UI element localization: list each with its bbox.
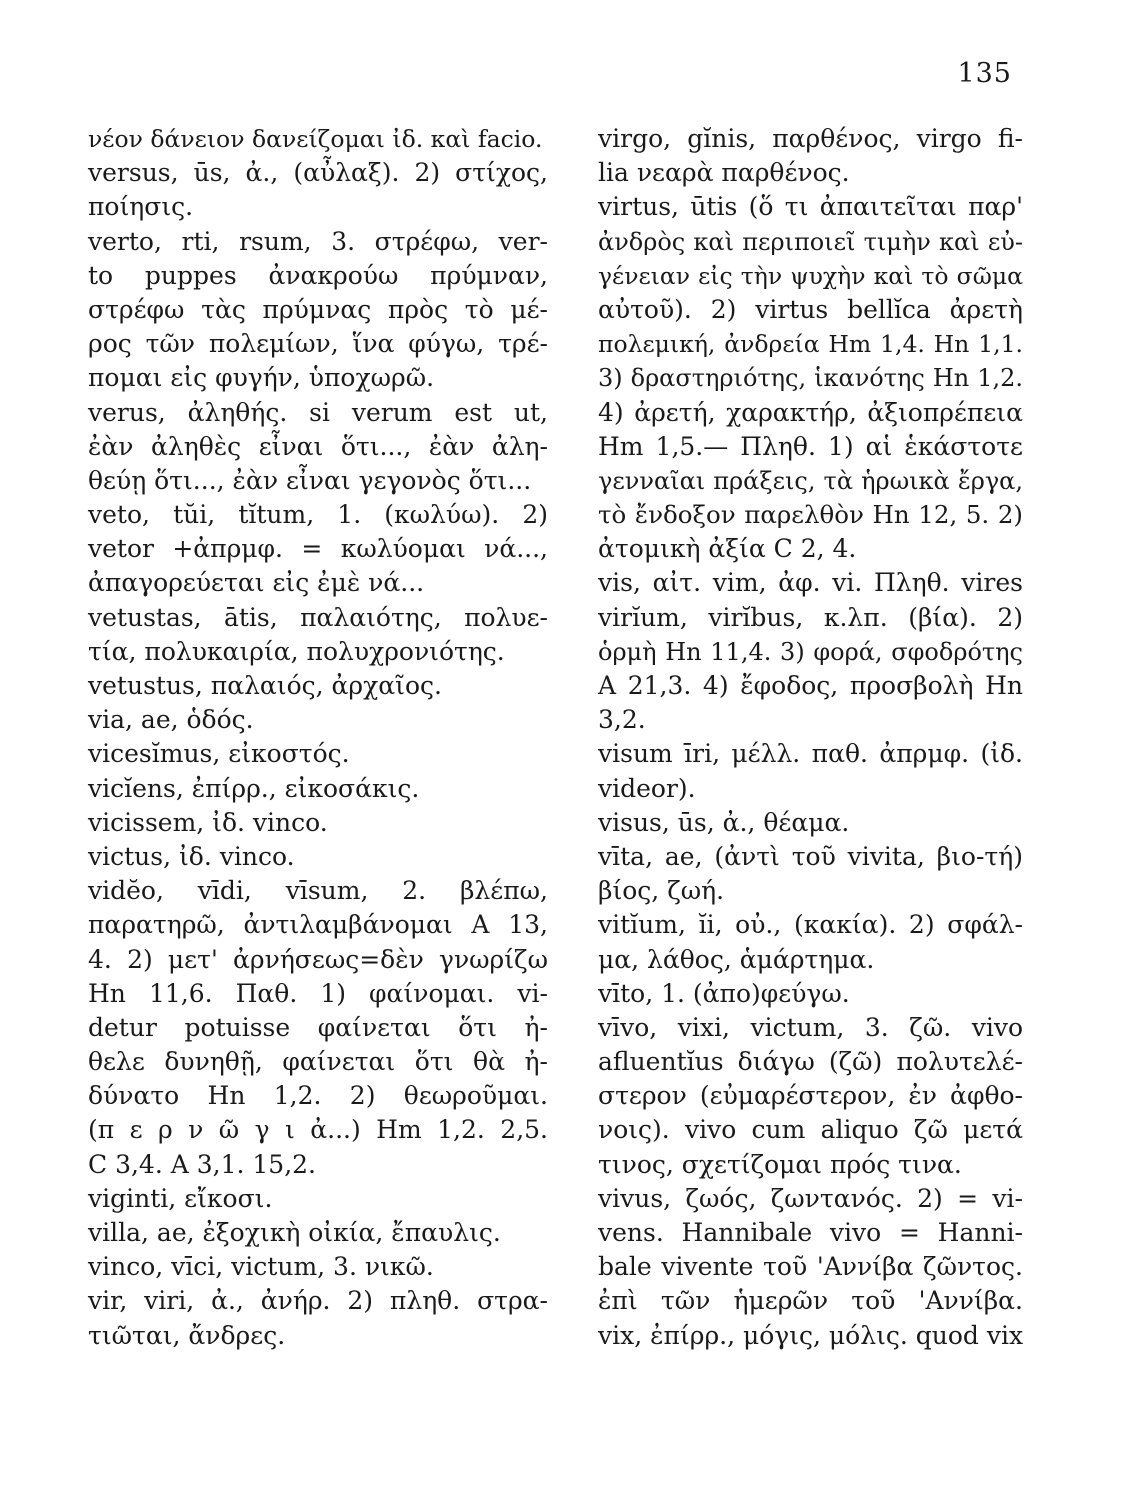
entry-line: vivus, ζωός, ζωντανός. 2) = vi- — [598, 1183, 1023, 1213]
entry-line: ἐὰν ἀληθὲς εἶναι ὅτι..., ἐὰν ἀλη- — [88, 431, 548, 461]
entry-line: vitĭum, ĭi, οὐ., (κακία). 2) σφάλ- — [598, 910, 1023, 940]
entry-line: veto, tŭi, tĭtum, 1. (κωλύω). 2) — [88, 500, 548, 530]
entry-line: πολεμική, ἀνδρεία Hm 1,4. Hn 1,1. — [598, 330, 1023, 359]
entry-line: Hm 1,5.— Πληθ. 1) αἱ ἑκάστοτε — [598, 431, 1023, 461]
entry-line: vetor +ἀπρμφ. = κωλύομαι νά..., — [88, 534, 548, 564]
entry-line: vix, ἐπίρρ., μόγις, μόλις. quod vix — [598, 1320, 1024, 1350]
entry-line: vicissem, ἰδ. vinco. — [88, 807, 328, 837]
entry-line: versus, ūs, ἀ., (αὖλαξ). 2) στίχος, — [88, 158, 548, 188]
entry-line: vetustas, ātis, παλαιότης, πολυε- — [88, 602, 548, 632]
entry-line: vidĕo, vīdi, vīsum, 2. βλέπω, — [88, 876, 548, 906]
entry-line: detur potuisse φαίνεται ὅτι ἠ- — [88, 1012, 548, 1042]
entry-line: πομαι εἰς φυγήν, ὑποχωρῶ. — [88, 363, 435, 393]
entry-line: μα, λάθος, ἁμάρτημα. — [598, 944, 875, 974]
entry-line: vīto, 1. (ἀπο)φεύγω. — [598, 978, 850, 1008]
right-column — [598, 122, 1023, 1353]
entry-line: vens. Hannibale vivo = Hanni- — [598, 1218, 1023, 1247]
entry-line: verto, rti, rsum, 3. στρέφω, ver- — [88, 226, 548, 256]
entry-line: bale vivente τοῦ 'Αννίβα ζῶντος. — [598, 1252, 1023, 1282]
entry-line: vicĭens, ἐπίρρ., εἰκοσάκις. — [88, 773, 420, 803]
entry-line: ἀτομικὴ ἀξία C 2, 4. — [598, 534, 857, 564]
entry-line: δύνατο Hn 1,2. 2) θεωροῦμαι. — [88, 1081, 548, 1111]
entry-line: vir, viri, ἀ., ἀνήρ. 2) πληθ. στρα- — [88, 1286, 548, 1316]
entry-line: θεύῃ ὅτι..., ἐὰν εἶναι γεγονὸς ὅτι... — [88, 465, 532, 495]
entry-line: παρατηρῶ, ἀντιλαμβάνομαι A 13, — [88, 910, 548, 940]
entry-line: ἐπὶ τῶν ἡμερῶν τοῦ 'Αννίβα. — [598, 1286, 1023, 1316]
entry-line: afluentĭus διάγω (ζῶ) πολυτελέ- — [598, 1047, 1023, 1077]
entry-line: verus, ἀληθής. si verum est ut, — [88, 397, 548, 427]
left-column — [88, 122, 548, 1353]
entry-line: vis, αἰτ. vim, ἀφ. vi. Πληθ. vires — [598, 568, 1023, 598]
entry-line: ἀπαγορεύεται εἰς ἐμὲ νά... — [88, 568, 425, 598]
entry-line: τὸ ἔνδοξον παρελθὸν Hn 12, 5. 2) — [598, 500, 1023, 530]
entry-line: στερον (εὐμαρέστερον, ἐν ἀφθο- — [598, 1081, 1023, 1111]
entry-line: vīvo, vixi, victum, 3. ζῶ. vivo — [598, 1012, 1023, 1042]
entry-line: villa, ae, ἐξοχικὴ οἰκία, ἔπαυλις. — [88, 1218, 501, 1247]
entry-line: viginti, εἴκοσι. — [88, 1183, 273, 1213]
entry-line: βίος, ζωή. — [598, 876, 725, 906]
entry-line: αὐτοῦ). 2) virtus bellĭca ἀρετὴ — [598, 294, 1023, 324]
entry-line: A 21,3. 4) ἔφοδος, προσβολὴ Hn — [598, 671, 1023, 700]
entry-line: vicesĭmus, εἰκοστός. — [88, 739, 350, 769]
entry-line: τινος, σχετίζομαι πρός τινα. — [598, 1149, 962, 1179]
entry-line: visus, ūs, ἀ., θέαμα. — [598, 807, 850, 837]
entry-line: γένειαν εἰς τὴν ψυχὴν καὶ τὸ σῶμα — [598, 261, 1023, 290]
entry-line: videor). — [598, 773, 696, 803]
entry-line: visum īri, μέλλ. παθ. ἀπρμφ. (ἰδ. — [598, 739, 1023, 769]
entry-line: ἀνδρὸς καὶ περιποιεῖ τιμὴν καὶ εὐ- — [598, 227, 1023, 256]
entry-line: 3) δραστηριότης, ἱκανότης Hn 1,2. — [598, 364, 1023, 393]
entry-line: γενναῖαι πράξεις, τὰ ἡρωικὰ ἔργα, — [598, 466, 1023, 495]
entry-line: virgo, gĭnis, παρθένος, virgo fi- — [598, 124, 1023, 153]
entry-line: lia νεαρὰ παρθένος. — [598, 158, 850, 188]
entry-line: 3,2. — [598, 705, 646, 735]
entry-line: νοις). vivo cum aliquo ζῶ μετά — [598, 1115, 1023, 1145]
entry-line: στρέφω τὰς πρύμνας πρὸς τὸ μέ- — [88, 294, 548, 324]
entry-line: Hn 11,6. Παθ. 1) φαίνομαι. vi- — [88, 978, 548, 1008]
entry-line: (π ε ρ ν ῶ γ ι ἀ...) Hm 1,2. 2,5. — [88, 1115, 548, 1145]
entry-line: τιῶται, ἄνδρες. — [88, 1320, 286, 1350]
entry-line: θελε δυνηθῇ, φαίνεται ὅτι θὰ ἠ- — [88, 1047, 548, 1077]
entry-line: virtus, ūtis (ὅ τι ἀπαιτεῖται παρ' — [598, 192, 1023, 222]
entry-line: ὁρμὴ Hn 11,4. 3) φορά, σφοδρότης — [598, 637, 1023, 666]
entry-line: vīta, ae, (ἀντὶ τοῦ vivita, βιο-τή) — [598, 841, 1023, 871]
entry-line: 4. 2) μετ' ἀρνήσεως=δὲν γνωρίζω — [88, 944, 548, 974]
entry-line: victus, ἰδ. vinco. — [88, 841, 295, 871]
entry-line: ποίησις. — [88, 192, 194, 222]
entry-line: vetustus, παλαιός, ἀρχαῖος. — [88, 671, 442, 700]
entry-line: via, ae, ὁδός. — [88, 705, 254, 735]
entry-line: C 3,4. A 3,1. 15,2. — [88, 1149, 316, 1179]
entry-line: 4) ἀρετή, χαρακτήρ, ἀξιοπρέπεια — [598, 397, 1023, 427]
entry-line: vinco, vīci, victum, 3. νικῶ. — [88, 1252, 434, 1282]
entry-line: τία, πολυκαιρία, πολυχρονιότης. — [88, 636, 505, 666]
entry-line: virĭum, virĭbus, κ.λπ. (βία). 2) — [598, 602, 1023, 632]
entry-line: ρος τῶν πολεμίων, ἵνα φύγω, τρέ- — [88, 329, 548, 359]
entry-line: to puppes ἀνακρούω πρύμναν, — [88, 260, 548, 290]
page-number: 135 — [957, 58, 1012, 89]
entry-line: νέον δάνειον δανείζομαι ἰδ. καὶ facio. — [88, 125, 543, 153]
